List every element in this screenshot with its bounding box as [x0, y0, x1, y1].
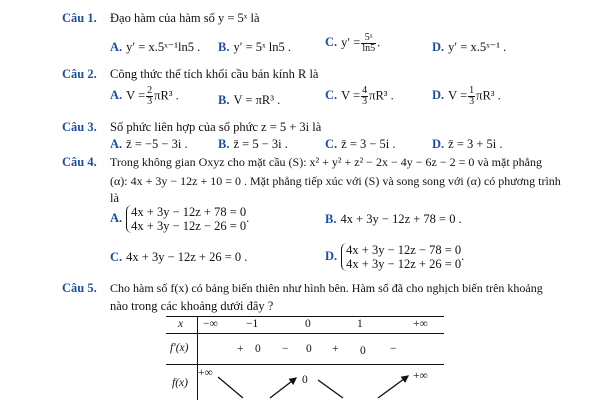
option-post: πR³ . — [369, 88, 394, 103]
question-4-line-1: Trong không gian Oxyz cho mặt cầu (S): x² + y² + z² − 2x − 4y − 6z − 2 = 0 và mặt phẳng — [110, 155, 542, 169]
question-5-line-2: nào trong các khoảng dưới đây ? — [110, 299, 274, 313]
option-post: πR³ . — [154, 88, 179, 103]
option-text: z̄ = 5 − 3i . — [233, 137, 288, 151]
option-post: πR³ . — [476, 88, 501, 103]
option-text: z̄ = 3 − 5i . — [341, 137, 396, 151]
decreasing-arrow — [318, 380, 343, 398]
option-label: D. — [432, 88, 445, 103]
option-label: B. — [218, 93, 230, 107]
x-value: −∞ — [203, 318, 218, 330]
sign: − — [390, 343, 397, 355]
option-label: D. — [325, 248, 338, 263]
equation-system: 4x + 3y − 12z − 78 = 0 4x + 3y − 12z + 26 = 0 — [341, 243, 461, 271]
equation-system: 4x + 3y − 12z + 78 = 0 4x + 3y − 12z − 26 = 0 — [126, 205, 246, 233]
option-label: B. — [325, 212, 337, 226]
option-post: . — [246, 210, 250, 225]
option-label: C. — [325, 137, 338, 151]
question-3-text: Số phức liên hợp của số phức z = 5 + 3i là — [110, 120, 322, 134]
increasing-arrow — [378, 376, 408, 398]
question-1-text: Đạo hàm của hàm số y = 5ˣ là — [110, 11, 260, 25]
sign-zero: 0 — [255, 343, 261, 355]
option-text: y′ = x.5ˣ⁻¹ln5 . — [126, 40, 201, 54]
option-label: D. — [432, 137, 445, 151]
x-value: 1 — [357, 318, 363, 330]
question-1-label: Câu 1. — [62, 11, 97, 25]
x-value: −1 — [246, 318, 259, 330]
fx-value: 0 — [302, 374, 308, 386]
question-4-label: Câu 4. — [62, 155, 97, 169]
option-label: B. — [218, 137, 230, 151]
option-text: z̄ = 3 + 5i . — [448, 137, 503, 151]
x-value: +∞ — [413, 318, 428, 330]
option-text: y′ = x.5ˣ⁻¹ . — [448, 40, 507, 54]
question-4-line-2: (α): 4x + 3y − 12z + 10 = 0 . Mặt phẳng tiếp xúc với (S) và song song với (α) có phương trình — [110, 174, 561, 188]
option-text: V = πR³ . — [233, 93, 281, 107]
question-5-line-1: Cho hàm số f(x) có bảng biến thiên như hình bên. Hàm số đã cho nghịch biến trên khoảng — [110, 281, 543, 295]
option-text: y′ = 5ˣ ln5 . — [233, 40, 291, 54]
x-value: 0 — [305, 318, 311, 330]
question-2-label: Câu 2. — [62, 67, 97, 81]
option-label: D. — [432, 40, 445, 54]
question-3-label: Câu 3. — [62, 120, 97, 134]
option-label: C. — [325, 88, 338, 103]
option-pre: V = — [341, 88, 361, 103]
option-label: A. — [110, 137, 123, 151]
question-4-line-3: là — [110, 191, 120, 205]
sign: + — [237, 343, 244, 355]
row-label-derivative: f′(x) — [170, 342, 189, 354]
fraction: $\frac{1}{3}$ — [469, 85, 475, 107]
option-text: z̄ = −5 − 3i . — [126, 137, 188, 151]
option-label: B. — [218, 40, 230, 54]
increasing-arrow — [270, 378, 296, 398]
fx-value: +∞ — [413, 370, 428, 382]
row-label-x: x — [178, 318, 184, 330]
fraction: $\frac{4}{3}$ — [362, 85, 368, 107]
fx-value: +∞ — [198, 367, 213, 379]
option-label: A. — [110, 210, 123, 225]
fraction: $\frac{2}{3}$ — [147, 85, 153, 107]
option-post: . — [461, 248, 465, 263]
option-label: A. — [110, 88, 123, 103]
option-text: 4x + 3y − 12z + 78 = 0 . — [340, 212, 462, 226]
question-2-text: Công thức thể tích khối cầu bán kính R là — [110, 67, 319, 81]
sign: + — [332, 343, 339, 355]
option-pre: y′ = — [341, 35, 361, 50]
sign: − — [282, 343, 289, 355]
decreasing-arrow — [218, 377, 243, 398]
option-pre: V = — [126, 88, 146, 103]
sign-zero: 0 — [360, 345, 366, 357]
row-label-function: f(x) — [172, 377, 188, 389]
option-text: 4x + 3y − 12z + 26 = 0 . — [126, 250, 248, 264]
option-label: A. — [110, 40, 123, 54]
option-post: . — [377, 35, 381, 50]
option-pre: V = — [448, 88, 468, 103]
question-5-label: Câu 5. — [62, 281, 97, 295]
option-label: C. — [110, 250, 123, 264]
fraction: $\frac{\text{5ˣ}}{\ln 5}$ — [362, 32, 376, 54]
option-label: C. — [325, 35, 338, 50]
sign-zero: 0 — [306, 343, 312, 355]
